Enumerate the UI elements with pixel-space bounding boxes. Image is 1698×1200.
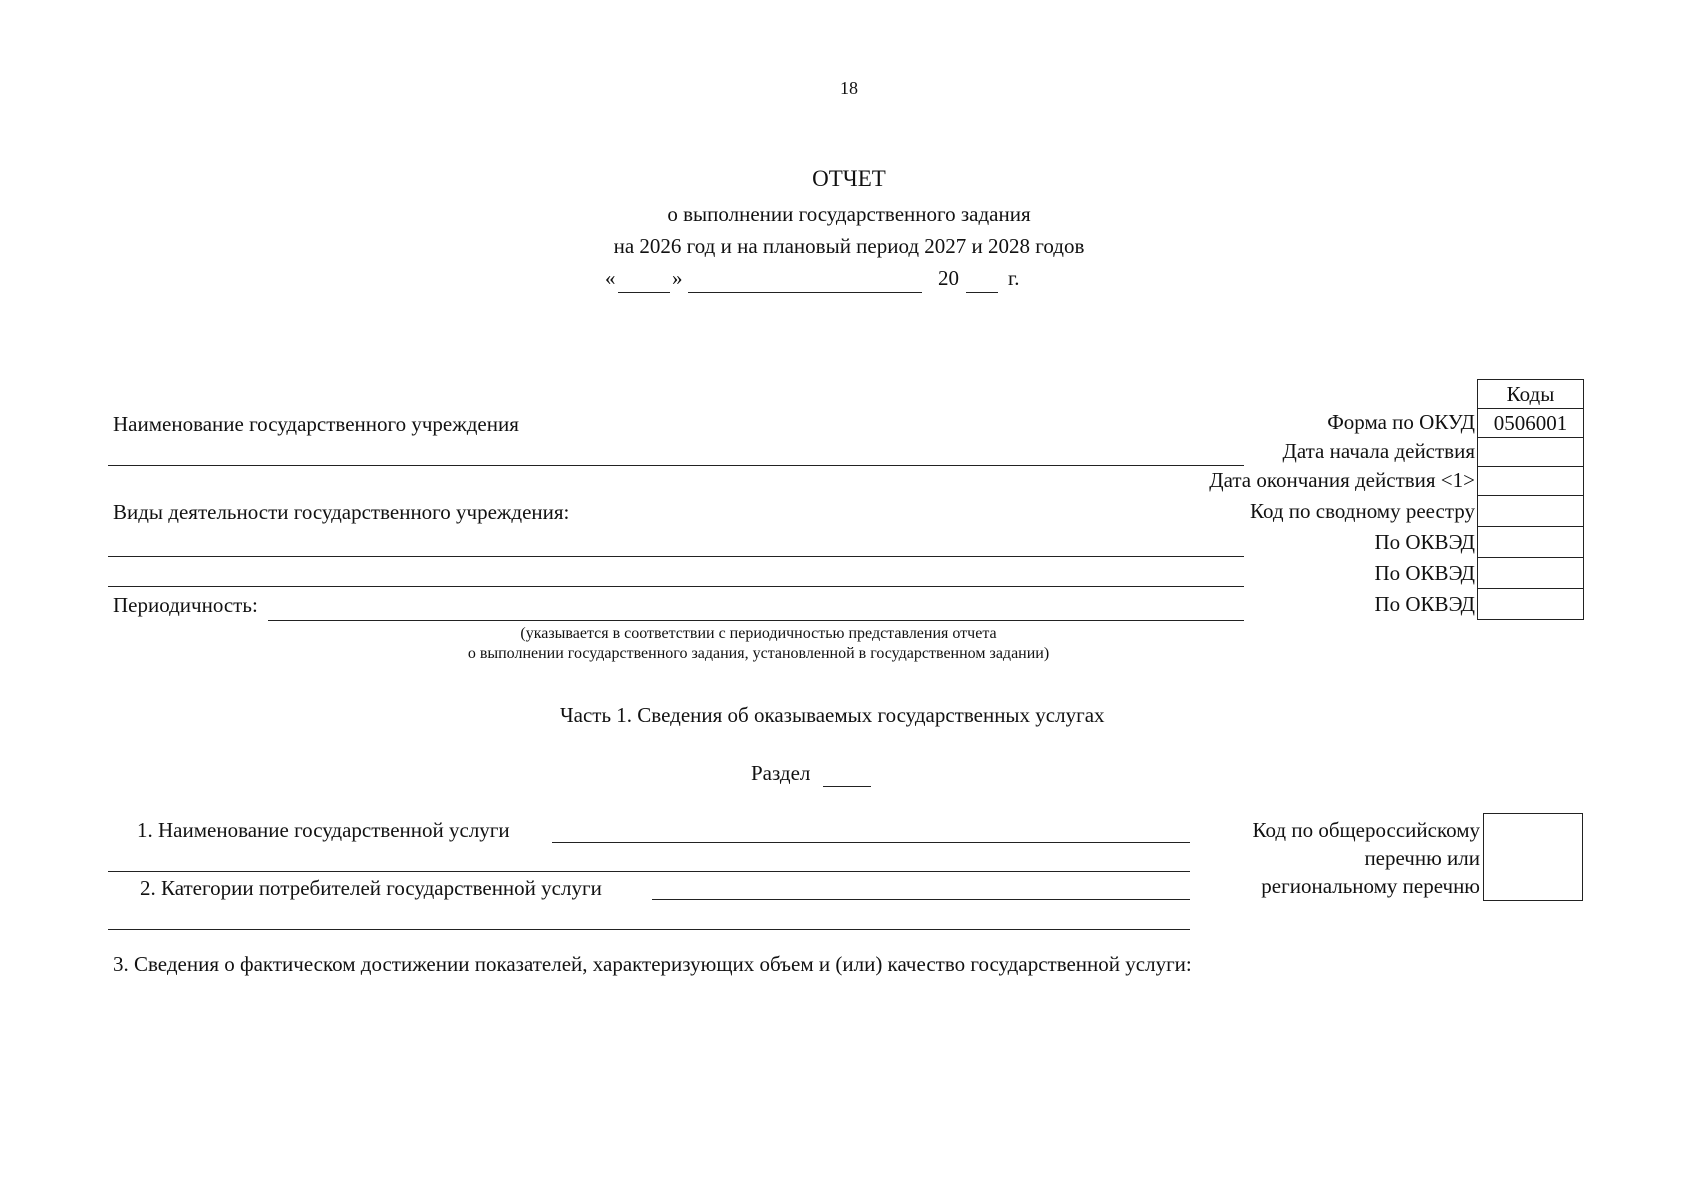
- periodicity-label: Периодичность:: [113, 593, 258, 617]
- report-title: ОТЧЕТ: [812, 166, 886, 191]
- service-code-label-2: перечню или: [1364, 846, 1480, 870]
- date-year-suffix: г.: [1008, 266, 1020, 290]
- okved-cell-1[interactable]: [1477, 526, 1584, 558]
- section-label: Раздел: [751, 761, 811, 785]
- activities-field-2[interactable]: [108, 586, 1244, 587]
- service-code-label-3: региональному перечню: [1261, 874, 1480, 898]
- periodicity-note-1: (указывается в соответствии с периодичностью представления отчета: [520, 625, 997, 642]
- start-date-label: Дата начала действия: [1282, 439, 1475, 463]
- institution-name-label: Наименование государственного учреждения: [113, 412, 519, 436]
- activities-label: Виды деятельности государственного учреждения:: [113, 500, 570, 524]
- date-close-quote: »: [672, 266, 683, 290]
- periodicity-field[interactable]: [268, 620, 1244, 621]
- end-date-cell[interactable]: [1477, 466, 1584, 496]
- registry-code-cell[interactable]: [1477, 495, 1584, 527]
- consumer-categories-field[interactable]: [652, 899, 1190, 900]
- okved-label-3: По ОКВЭД: [1374, 592, 1475, 616]
- okud-label: Форма по ОКУД: [1327, 410, 1475, 434]
- okved-cell-3[interactable]: [1477, 588, 1584, 620]
- report-subtitle-2: на 2026 год и на плановый период 2027 и 2028 годов: [613, 234, 1085, 258]
- service-name-label: 1. Наименование государственной услуги: [137, 818, 510, 842]
- date-year-prefix: 20: [938, 266, 959, 290]
- report-subtitle-1: о выполнении государственного задания: [667, 202, 1031, 226]
- okved-label-1: По ОКВЭД: [1374, 530, 1475, 554]
- service-name-field-2[interactable]: [108, 871, 1190, 872]
- section-number-field[interactable]: [823, 786, 871, 787]
- date-day-field[interactable]: [618, 292, 670, 293]
- indicators-heading: 3. Сведения о фактическом достижении показателей, характеризующих объем и (или) качество государственной услуги:: [113, 952, 1192, 976]
- consumer-categories-label: 2. Категории потребителей государственной услуги: [140, 876, 602, 900]
- institution-name-field[interactable]: [108, 465, 1244, 466]
- okud-code-cell: 0506001: [1477, 408, 1584, 438]
- service-name-field[interactable]: [552, 842, 1190, 843]
- codes-header: Коды: [1477, 379, 1584, 409]
- activities-field-1[interactable]: [108, 556, 1244, 557]
- date-open-quote: «: [605, 266, 616, 290]
- okved-label-2: По ОКВЭД: [1374, 561, 1475, 585]
- date-year-field[interactable]: [966, 292, 998, 293]
- service-code-label-1: Код по общероссийскому: [1252, 818, 1480, 842]
- page-number: 18: [840, 78, 858, 98]
- registry-code-label: Код по сводному реестру: [1250, 499, 1475, 523]
- consumer-categories-field-2[interactable]: [108, 929, 1190, 930]
- start-date-cell[interactable]: [1477, 437, 1584, 467]
- service-code-cell[interactable]: [1483, 813, 1583, 901]
- end-date-label: Дата окончания действия <1>: [1209, 468, 1475, 492]
- part1-title: Часть 1. Сведения об оказываемых государственных услугах: [560, 703, 1105, 727]
- okved-cell-2[interactable]: [1477, 557, 1584, 589]
- date-month-field[interactable]: [688, 292, 922, 293]
- periodicity-note-2: о выполнении государственного задания, установленной в государственном задании): [467, 645, 1050, 662]
